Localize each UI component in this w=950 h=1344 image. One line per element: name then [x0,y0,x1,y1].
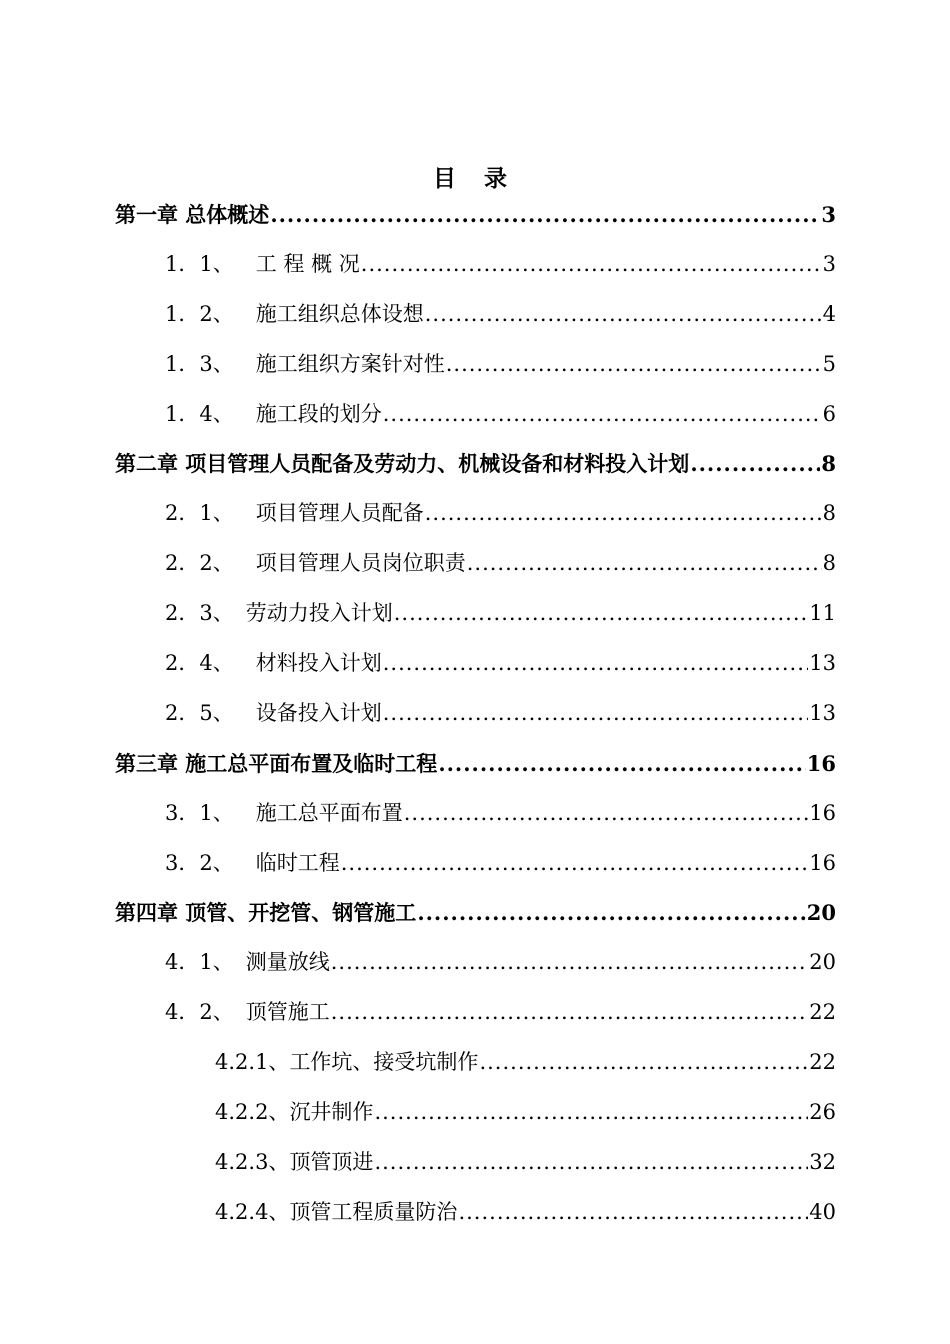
toc-entry-label: 顶管施工 [245,1000,330,1025]
toc-entry-page: 13 [809,651,836,676]
dot-leader [341,839,809,889]
toc-entry-label: 测量放线 [245,950,330,975]
dot-leader [394,589,809,639]
dot-leader [479,1038,808,1088]
dot-leader [331,938,809,988]
toc-entry-number: 4.2.4、 [215,1199,290,1224]
toc-entry-3-2[interactable] [115,839,836,889]
toc-entry-4-2[interactable] [115,988,836,1038]
toc-entry-2-4[interactable] [115,639,836,689]
toc-entry-page: 3 [821,202,836,227]
dot-leader [690,439,820,489]
dot-leader [425,489,822,539]
dot-leader [458,1188,808,1238]
toc-entry-page: 8 [822,551,836,576]
toc-entry-page: 16 [809,800,836,825]
toc-entry-2-1[interactable] [115,489,836,539]
toc-entry-label: 项目管理人员配备 [255,501,424,526]
toc-entry-number: 3．1、 [165,800,234,825]
toc-entry-label: 项目管理人员岗位职责 [255,551,466,576]
toc-entry-4-2-3[interactable] [115,1138,836,1188]
toc-entry-1-3[interactable] [115,340,836,390]
toc-entry-4-2-1[interactable] [115,1038,836,1088]
toc-entry-1-1[interactable] [115,240,836,290]
dot-leader [417,888,805,938]
toc-entry-label: 施工总平面布置 [255,800,403,825]
toc-entry-4-2-2[interactable] [115,1088,836,1138]
toc-entry-page: 22 [809,1000,836,1025]
dot-leader [438,739,805,789]
toc-entry-label: 施工段的划分 [255,401,382,426]
toc-entry-label: 临时工程 [255,850,340,875]
toc-entry-page: 16 [806,750,836,776]
toc-entry-label: 施工组织方案针对性 [255,351,445,376]
toc-entry-page: 11 [809,601,836,626]
dot-leader [425,290,822,340]
dot-leader [467,539,822,589]
toc-entry-page: 20 [809,950,836,975]
toc-entry-number: 2．2、 [165,551,234,576]
toc-entry-2-2[interactable] [115,539,836,589]
dot-leader [383,689,809,739]
toc-entry-label: 工作坑、接受坑制作 [289,1050,479,1075]
toc-entry-number: 4.2.2、 [215,1100,290,1125]
toc-entry-page: 26 [809,1100,836,1125]
dot-leader [383,390,822,440]
toc-entry-4-2-4[interactable] [115,1188,836,1238]
toc-entry-label: 第三章 施工总平面布置及临时工程 [115,750,438,776]
toc-entry-number: 2．4、 [165,651,234,676]
toc-entry-chapter-3[interactable] [115,739,836,789]
toc-entry-page: 6 [822,401,836,426]
toc-entry-number: 4.2.3、 [215,1149,290,1174]
toc-entry-3-1[interactable] [115,789,836,839]
toc-entry-page: 13 [809,700,836,725]
toc-entry-label: 沉井制作 [289,1100,374,1125]
toc-entry-number: 2．3、 [165,601,234,626]
toc-list [115,190,836,1238]
toc-entry-page: 16 [809,850,836,875]
toc-entry-label: 设备投入计划 [255,700,382,725]
toc-entry-label: 顶管工程质量防治 [289,1199,458,1224]
toc-entry-2-3[interactable] [115,589,836,639]
dot-leader [446,340,822,390]
toc-entry-chapter-2[interactable] [115,439,836,489]
toc-entry-number: 3．2、 [165,850,234,875]
toc-entry-label: 劳动力投入计划 [245,601,393,626]
toc-entry-page: 5 [822,351,836,376]
toc-entry-label: 材料投入计划 [255,651,382,676]
toc-entry-1-4[interactable] [115,390,836,440]
toc-entry-page: 22 [809,1050,836,1075]
toc-entry-number: 1．3、 [165,351,234,376]
toc-entry-number: 1．2、 [165,301,234,326]
dot-leader [331,988,809,1038]
toc-entry-number: 1．1、 [165,251,234,276]
toc-entry-page: 8 [822,501,836,526]
toc-entry-chapter-1[interactable] [115,190,836,240]
toc-entry-page: 20 [806,900,836,926]
toc-entry-number: 1．4、 [165,401,234,426]
toc-title: 目 录 [432,165,517,192]
dot-leader [404,789,809,839]
toc-entry-number: 4．1、 [165,950,234,975]
toc-entry-page: 32 [809,1149,836,1174]
dot-leader [361,240,822,290]
dot-leader [374,1088,808,1138]
toc-entry-number: 4．2、 [165,1000,234,1025]
toc-entry-label: 顶管顶进 [289,1149,374,1174]
dot-leader [374,1138,808,1188]
toc-entry-number: 2．1、 [165,501,234,526]
toc-entry-label: 第二章 项目管理人员配备及劳动力、机械设备和材料投入计划 [115,451,690,477]
toc-entry-label: 第一章 总体概述 [115,202,270,227]
dot-leader [383,639,809,689]
toc-entry-page: 3 [822,251,836,276]
toc-entry-page: 40 [809,1199,836,1224]
toc-entry-page: 4 [822,301,836,326]
toc-entry-number: 4.2.1、 [215,1050,290,1075]
toc-entry-chapter-4[interactable] [115,888,836,938]
toc-entry-number: 2．5、 [165,700,234,725]
dot-leader [270,190,820,240]
toc-entry-label: 工 程 概 况 [255,251,360,276]
toc-entry-label: 第四章 顶管、开挖管、钢管施工 [115,900,417,926]
toc-entry-4-1[interactable] [115,938,836,988]
toc-entry-1-2[interactable] [115,290,836,340]
toc-entry-label: 施工组织总体设想 [255,301,424,326]
toc-entry-2-5[interactable] [115,689,836,739]
toc-entry-page: 8 [821,451,836,477]
